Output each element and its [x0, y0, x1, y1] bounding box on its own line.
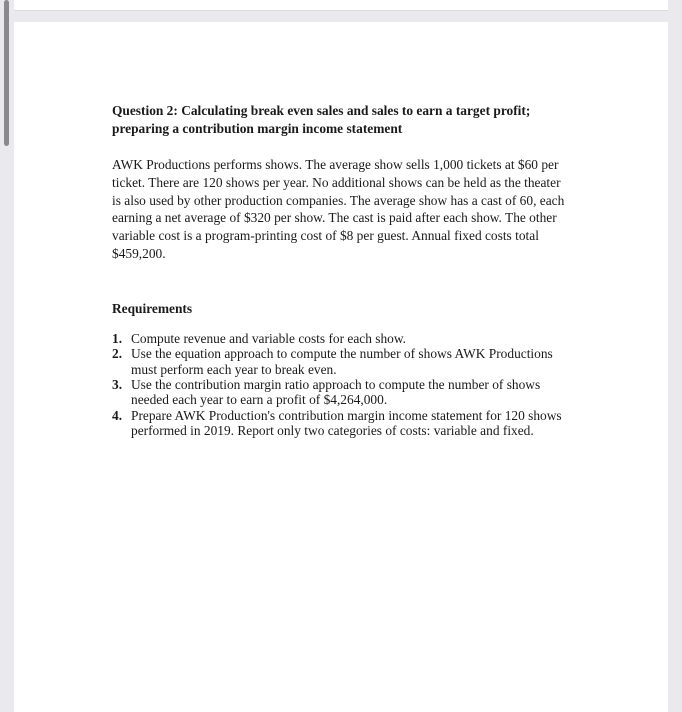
document-content — [112, 102, 572, 439]
question-title-line-1: Question 2: Calculating break even sales and sales to earn a target profit; — [112, 103, 531, 118]
scrollbar-thumb[interactable] — [4, 0, 9, 146]
requirement-number: 1. — [112, 330, 123, 346]
question-paragraph: AWK Productions performs shows. The average show sells 1,000 tickets at $60 per ticket. There are 120 shows per year. No additional shows can be held as the theater is also used by other production companies. The average show has a cast of 60, each earning a net average of $320 per show. The cast is paid after each show. The other variable cost is a program-printing cost of $8 per guest. Annual fixed costs total $459,200. — [112, 157, 565, 261]
requirement-number: 4. — [112, 407, 123, 423]
previous-page-edge — [14, 0, 668, 11]
requirement-item — [112, 408, 572, 439]
requirement-item — [112, 377, 572, 408]
requirements-list — [112, 331, 572, 439]
requirement-text: Use the contribution margin ratio approach to compute the number of shows needed each year to earn a profit of $4,264,000. — [131, 377, 541, 408]
requirement-number: 3. — [112, 377, 123, 392]
requirement-text: Prepare AWK Production's contribution margin income statement for 120 shows performed in 2019. Report only two categories of costs: variable and fixed. — [131, 407, 562, 439]
question-title — [112, 102, 572, 138]
requirement-item — [112, 346, 572, 377]
scrollbar[interactable] — [0, 0, 12, 700]
requirements-heading: Requirements — [112, 300, 193, 316]
document-page — [14, 22, 668, 712]
requirement-text: Use the equation approach to compute the number of shows AWK Productions must perform each year to break even. — [131, 346, 553, 377]
requirement-item — [112, 331, 572, 346]
requirement-text: Compute revenue and variable costs for each show. — [131, 330, 407, 346]
question-title-line-2: preparing a contribution margin income statement — [112, 121, 403, 136]
requirement-number: 2. — [112, 346, 123, 362]
